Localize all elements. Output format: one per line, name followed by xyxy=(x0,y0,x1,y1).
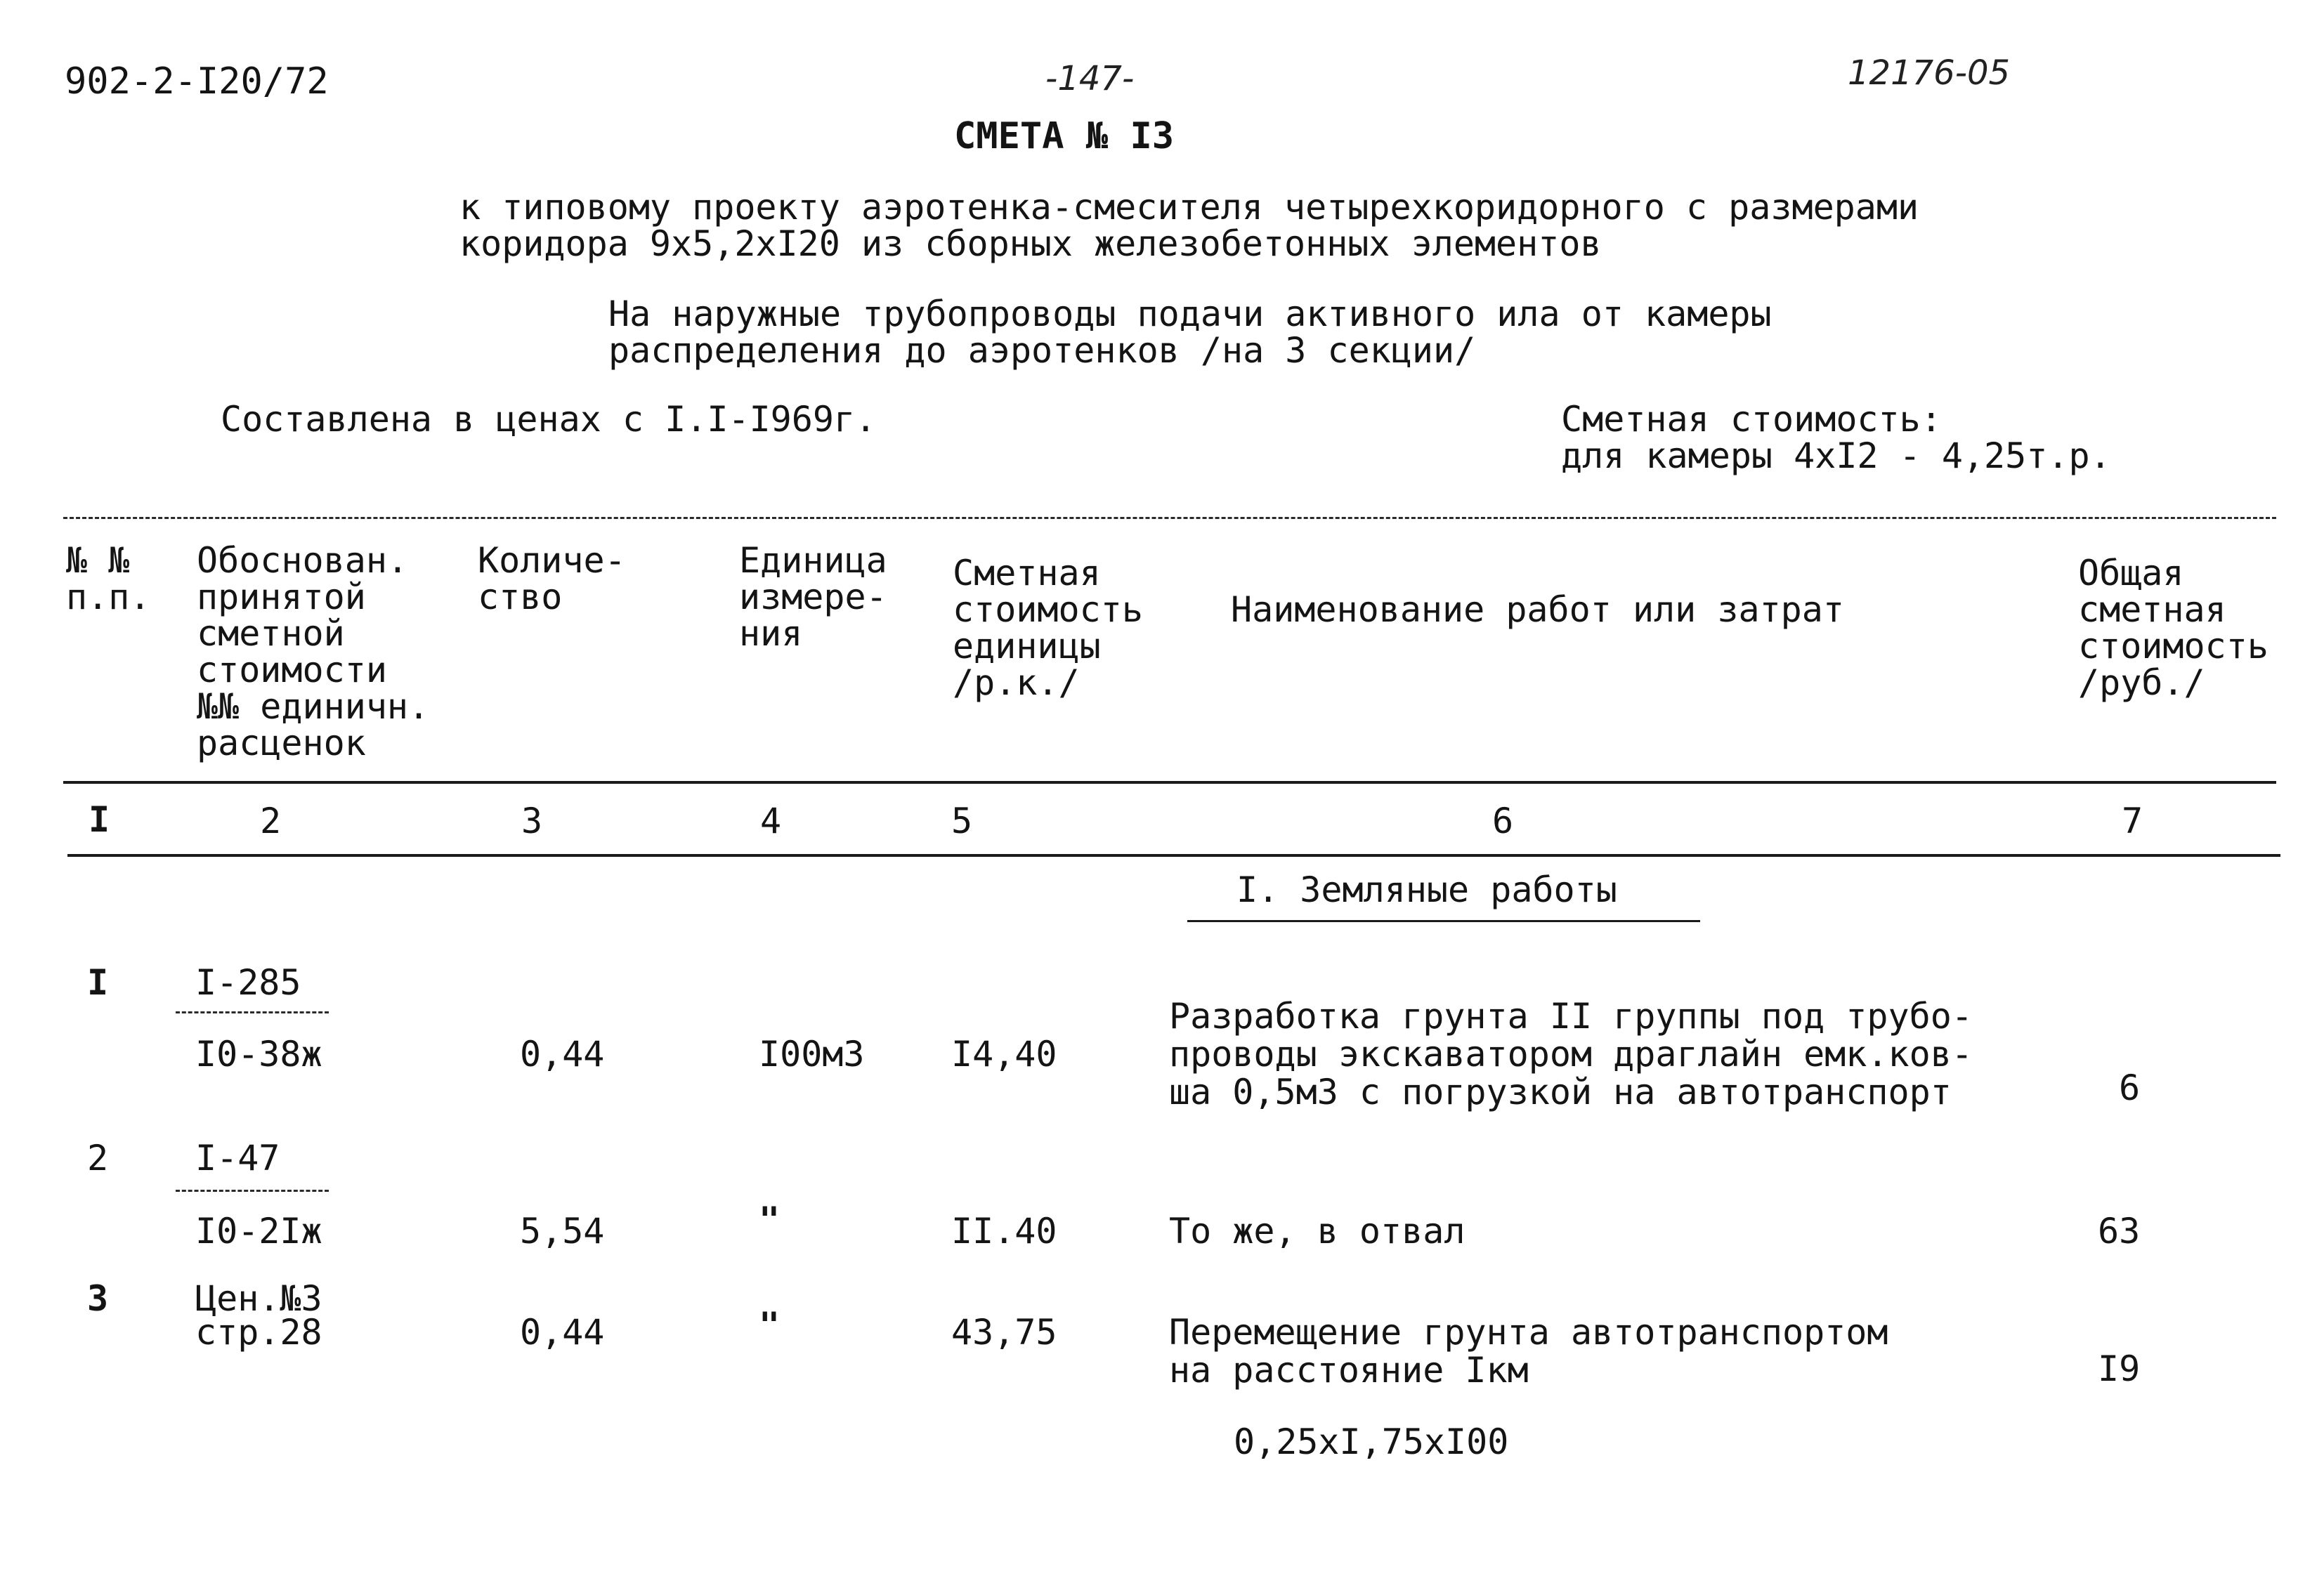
calculation-formula: 0,25хI,75хI00 xyxy=(1234,1421,1509,1462)
basis-divider xyxy=(176,1011,329,1013)
column-number-4: 4 xyxy=(760,801,782,841)
row-number: I xyxy=(87,962,109,1003)
total-cost: I9 xyxy=(2098,1348,2141,1389)
quantity: 0,44 xyxy=(520,1312,605,1353)
header-col-1: № № п.п. xyxy=(66,540,151,617)
estimate-cost-label: Сметная стоимость: xyxy=(1561,399,1942,440)
header-bottom-rule xyxy=(63,781,2276,784)
row-number: 3 xyxy=(87,1278,109,1319)
prices-basis: Составлена в ценах с I.I-I969г. xyxy=(221,399,877,440)
unit: I00м3 xyxy=(759,1034,865,1075)
work-description: То же, в отвал xyxy=(1169,1211,1465,1252)
column-number-2: 2 xyxy=(260,801,282,841)
basis-bottom: I0-2Iж xyxy=(195,1211,322,1252)
unit-ditto-mark: " xyxy=(759,1305,781,1346)
header-col-2: Обоснован. принятой сметной стоимости №№ единичн. расценок xyxy=(197,540,430,763)
estimate-cost-value: для камеры 4хI2 - 4,25т.р. xyxy=(1561,435,2111,476)
table-top-rule xyxy=(63,517,2276,519)
subtitle-line-1: к типовому проекту аэротенка-смесителя четырехкоридорного с размерами xyxy=(459,187,1919,228)
column-numbers-rule xyxy=(67,854,2280,857)
column-number-1: I xyxy=(89,799,110,840)
estimate-title: СМЕТА № I3 xyxy=(954,115,1175,157)
column-number-6: 6 xyxy=(1492,801,1514,841)
scope-line-2: распределения до аэротенков /на 3 секции/ xyxy=(608,330,1476,371)
total-cost: 63 xyxy=(2098,1211,2141,1252)
unit-cost: 43,75 xyxy=(951,1312,1057,1353)
page-number: -147- xyxy=(1045,59,1135,98)
column-number-3: 3 xyxy=(521,801,543,841)
row-number: 2 xyxy=(87,1138,109,1178)
unit-cost: II.40 xyxy=(951,1211,1057,1252)
work-description: Перемещение грунта автотранспортом на расстояние Iкм xyxy=(1169,1312,1888,1391)
unit-cost: I4,40 xyxy=(951,1034,1057,1075)
quantity: 0,44 xyxy=(520,1034,605,1075)
basis-bottom: I0-38ж xyxy=(195,1034,322,1075)
basis-top: I-285 xyxy=(195,962,301,1003)
column-number-7: 7 xyxy=(2122,801,2143,841)
header-col-5: Сметная стоимость единицы /р.к./ xyxy=(953,553,1143,703)
basis-bottom: стр.28 xyxy=(195,1312,322,1353)
subtitle-line-2: коридора 9х5,2хI20 из сборных железобетонных элементов xyxy=(459,223,1602,264)
basis-top: Цен.№3 xyxy=(195,1278,322,1319)
archive-number: 12176-05 xyxy=(1848,53,2011,93)
header-col-3: Количе- ство xyxy=(478,540,626,617)
section-title: I. Земляные работы xyxy=(1236,869,1617,910)
work-description: Разработка грунта II группы под трубо- проводы экскаватором драглайн емк.ков- ша 0,5м3 с погрузкой на автотранспорт xyxy=(1169,996,1973,1112)
header-col-7: Общая сметная стоимость /руб./ xyxy=(2078,553,2268,703)
basis-divider xyxy=(176,1190,329,1192)
basis-top: I-47 xyxy=(195,1138,280,1178)
quantity: 5,54 xyxy=(520,1211,605,1252)
column-number-5: 5 xyxy=(951,801,973,841)
header-col-4: Единица измере- ния xyxy=(739,540,887,654)
unit-ditto-mark: " xyxy=(759,1200,781,1240)
section-title-underline xyxy=(1187,920,1700,922)
document-code: 902-2-I20/72 xyxy=(65,60,329,103)
header-col-6: Наименование работ или затрат xyxy=(1231,589,1844,630)
total-cost: 6 xyxy=(2119,1068,2141,1108)
scope-line-1: На наружные трубопроводы подачи активного ила от камеры xyxy=(608,294,1772,334)
